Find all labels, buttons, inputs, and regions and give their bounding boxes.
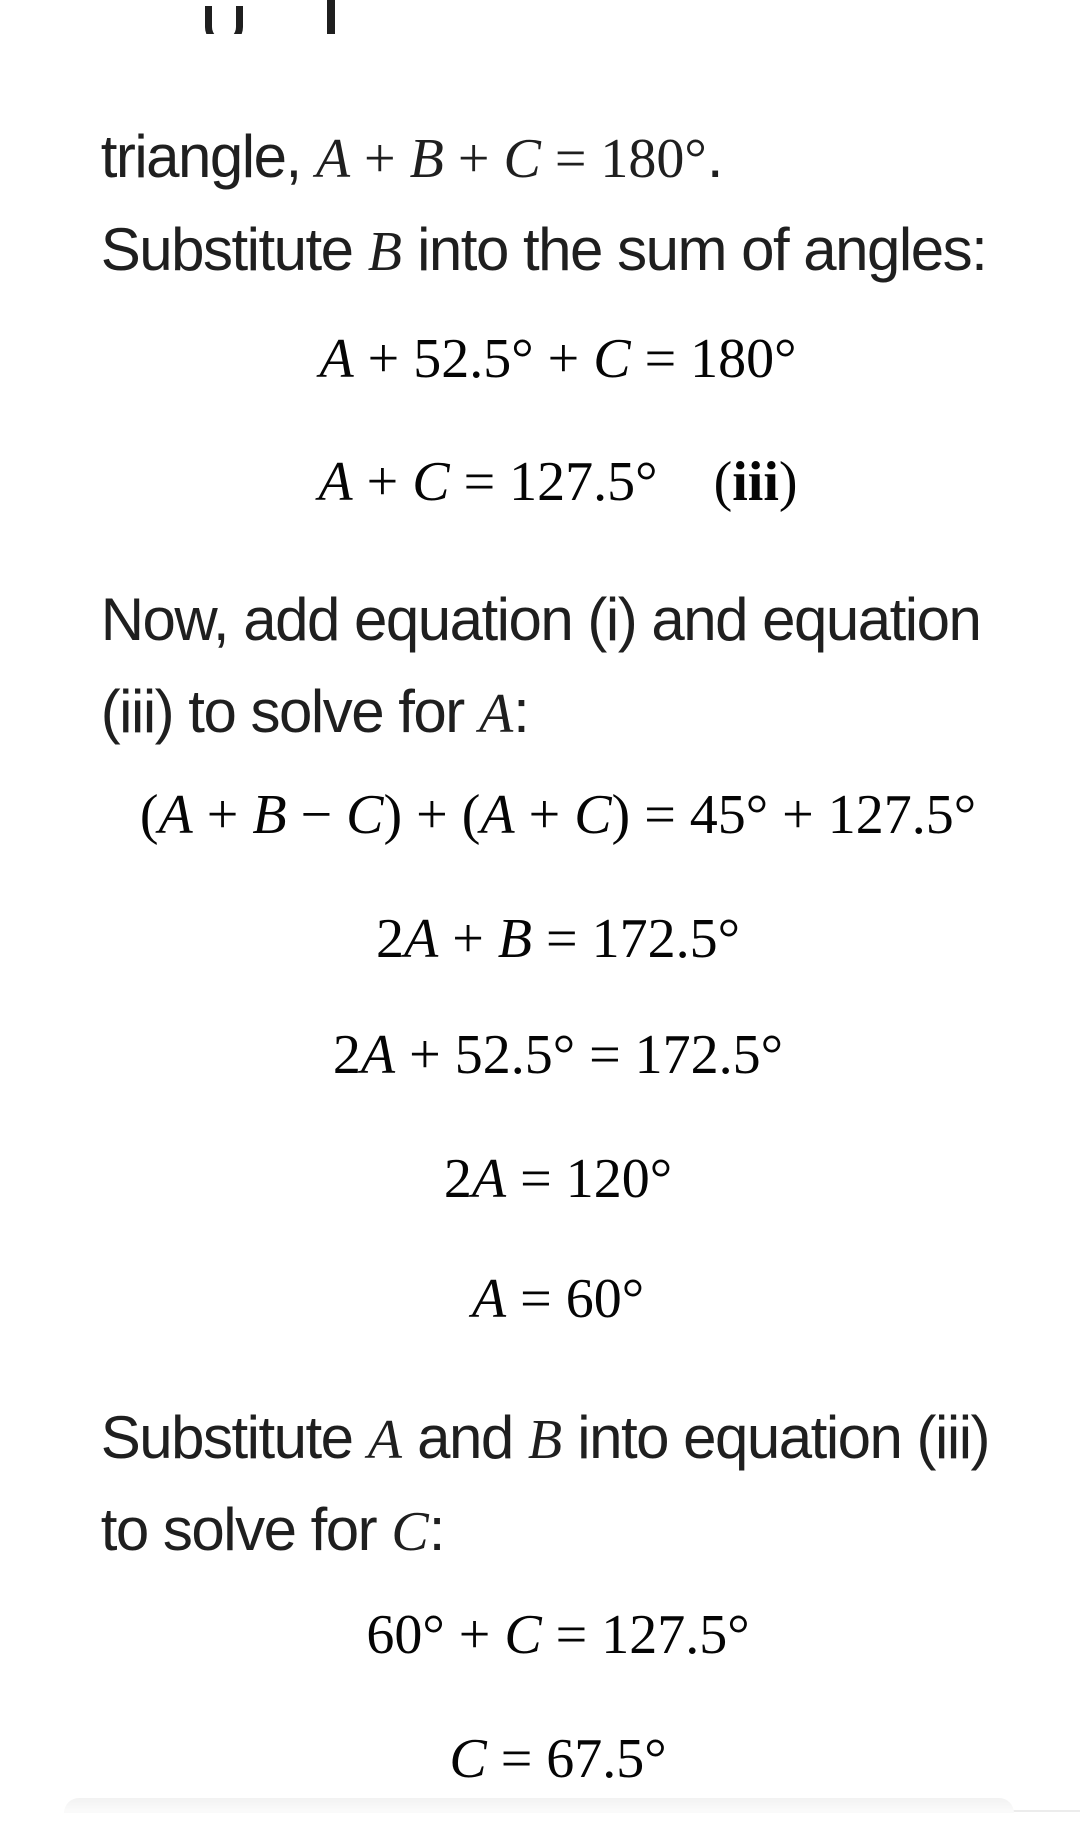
text-run: Now, add equation (i) and equation [100, 586, 981, 653]
math-num: 2 [332, 1024, 361, 1086]
text-run: triangle, [100, 123, 316, 190]
text-run: : [513, 678, 529, 745]
equation-tag-paren: ) [778, 451, 798, 513]
math-op: + [443, 128, 504, 190]
math-num: 2 [443, 1148, 472, 1210]
math-var: A [471, 1148, 507, 1210]
math-op: + [192, 784, 253, 846]
text-run: to solve for [100, 1496, 392, 1563]
math-op: + [514, 784, 575, 846]
math-op: + [438, 908, 498, 970]
math-op: = 180° [630, 328, 797, 390]
math-num: 180° [600, 128, 707, 190]
math-var: A [318, 451, 353, 513]
math-op: = 60° [506, 1268, 645, 1330]
equation-tag-paren: ( [713, 451, 733, 513]
math-var: C [574, 784, 612, 846]
math-var: C [412, 451, 450, 513]
math-op: = 67.5° [486, 1728, 667, 1790]
math-var: C [391, 1501, 429, 1563]
math-op: ) + ( [383, 784, 481, 846]
math-op: ) = 45° + 127.5° [611, 784, 977, 846]
text-run: into equation (iii) [562, 1404, 990, 1471]
text-run: (iii) to solve for [100, 678, 479, 745]
math-var: B [252, 784, 287, 846]
math-op: = 172.5° [532, 908, 740, 970]
math-var: A [319, 328, 354, 390]
math-op: = 127.5° [541, 1604, 750, 1666]
math-var: C [346, 784, 384, 846]
math-var: C [504, 1604, 542, 1666]
math-var: A [158, 784, 193, 846]
math-paren: ( [139, 784, 159, 846]
text-run: and [401, 1404, 528, 1471]
text-run: Substitute [100, 1404, 368, 1471]
math-var: B [409, 128, 444, 190]
math-op: + 52.5° = 172.5° [395, 1024, 784, 1086]
math-op: = 127.5° [449, 451, 658, 513]
math-var: B [367, 221, 402, 283]
math-var: C [449, 1728, 487, 1790]
math-var: A [480, 784, 515, 846]
math-var: B [527, 1409, 563, 1471]
math-num: 2 [375, 908, 404, 970]
math-var: A [360, 1024, 396, 1086]
math-var: C [593, 328, 631, 390]
math-op: + [352, 451, 413, 513]
math-var: A [471, 1268, 507, 1330]
math-op: + [350, 128, 410, 190]
text-run: : [428, 1496, 444, 1563]
math-num: 60° + [366, 1604, 505, 1666]
math-var: B [497, 908, 533, 970]
text-run: . [706, 123, 722, 190]
math-op: = [540, 128, 601, 190]
math-op: − [286, 784, 347, 846]
math-var: A [478, 683, 514, 745]
math-var: A [367, 1409, 402, 1471]
math-var: A [315, 128, 351, 190]
next-card-top-edge [64, 1798, 1014, 1813]
math-op: = 120° [506, 1148, 673, 1210]
math-var: C [503, 128, 541, 190]
math-var: A [403, 908, 439, 970]
equation-tag-label: iii [732, 451, 779, 513]
text-run: Substitute [100, 216, 368, 283]
text-run: into the sum of angles: [401, 216, 987, 283]
math-op: + 52.5° + [353, 328, 594, 390]
